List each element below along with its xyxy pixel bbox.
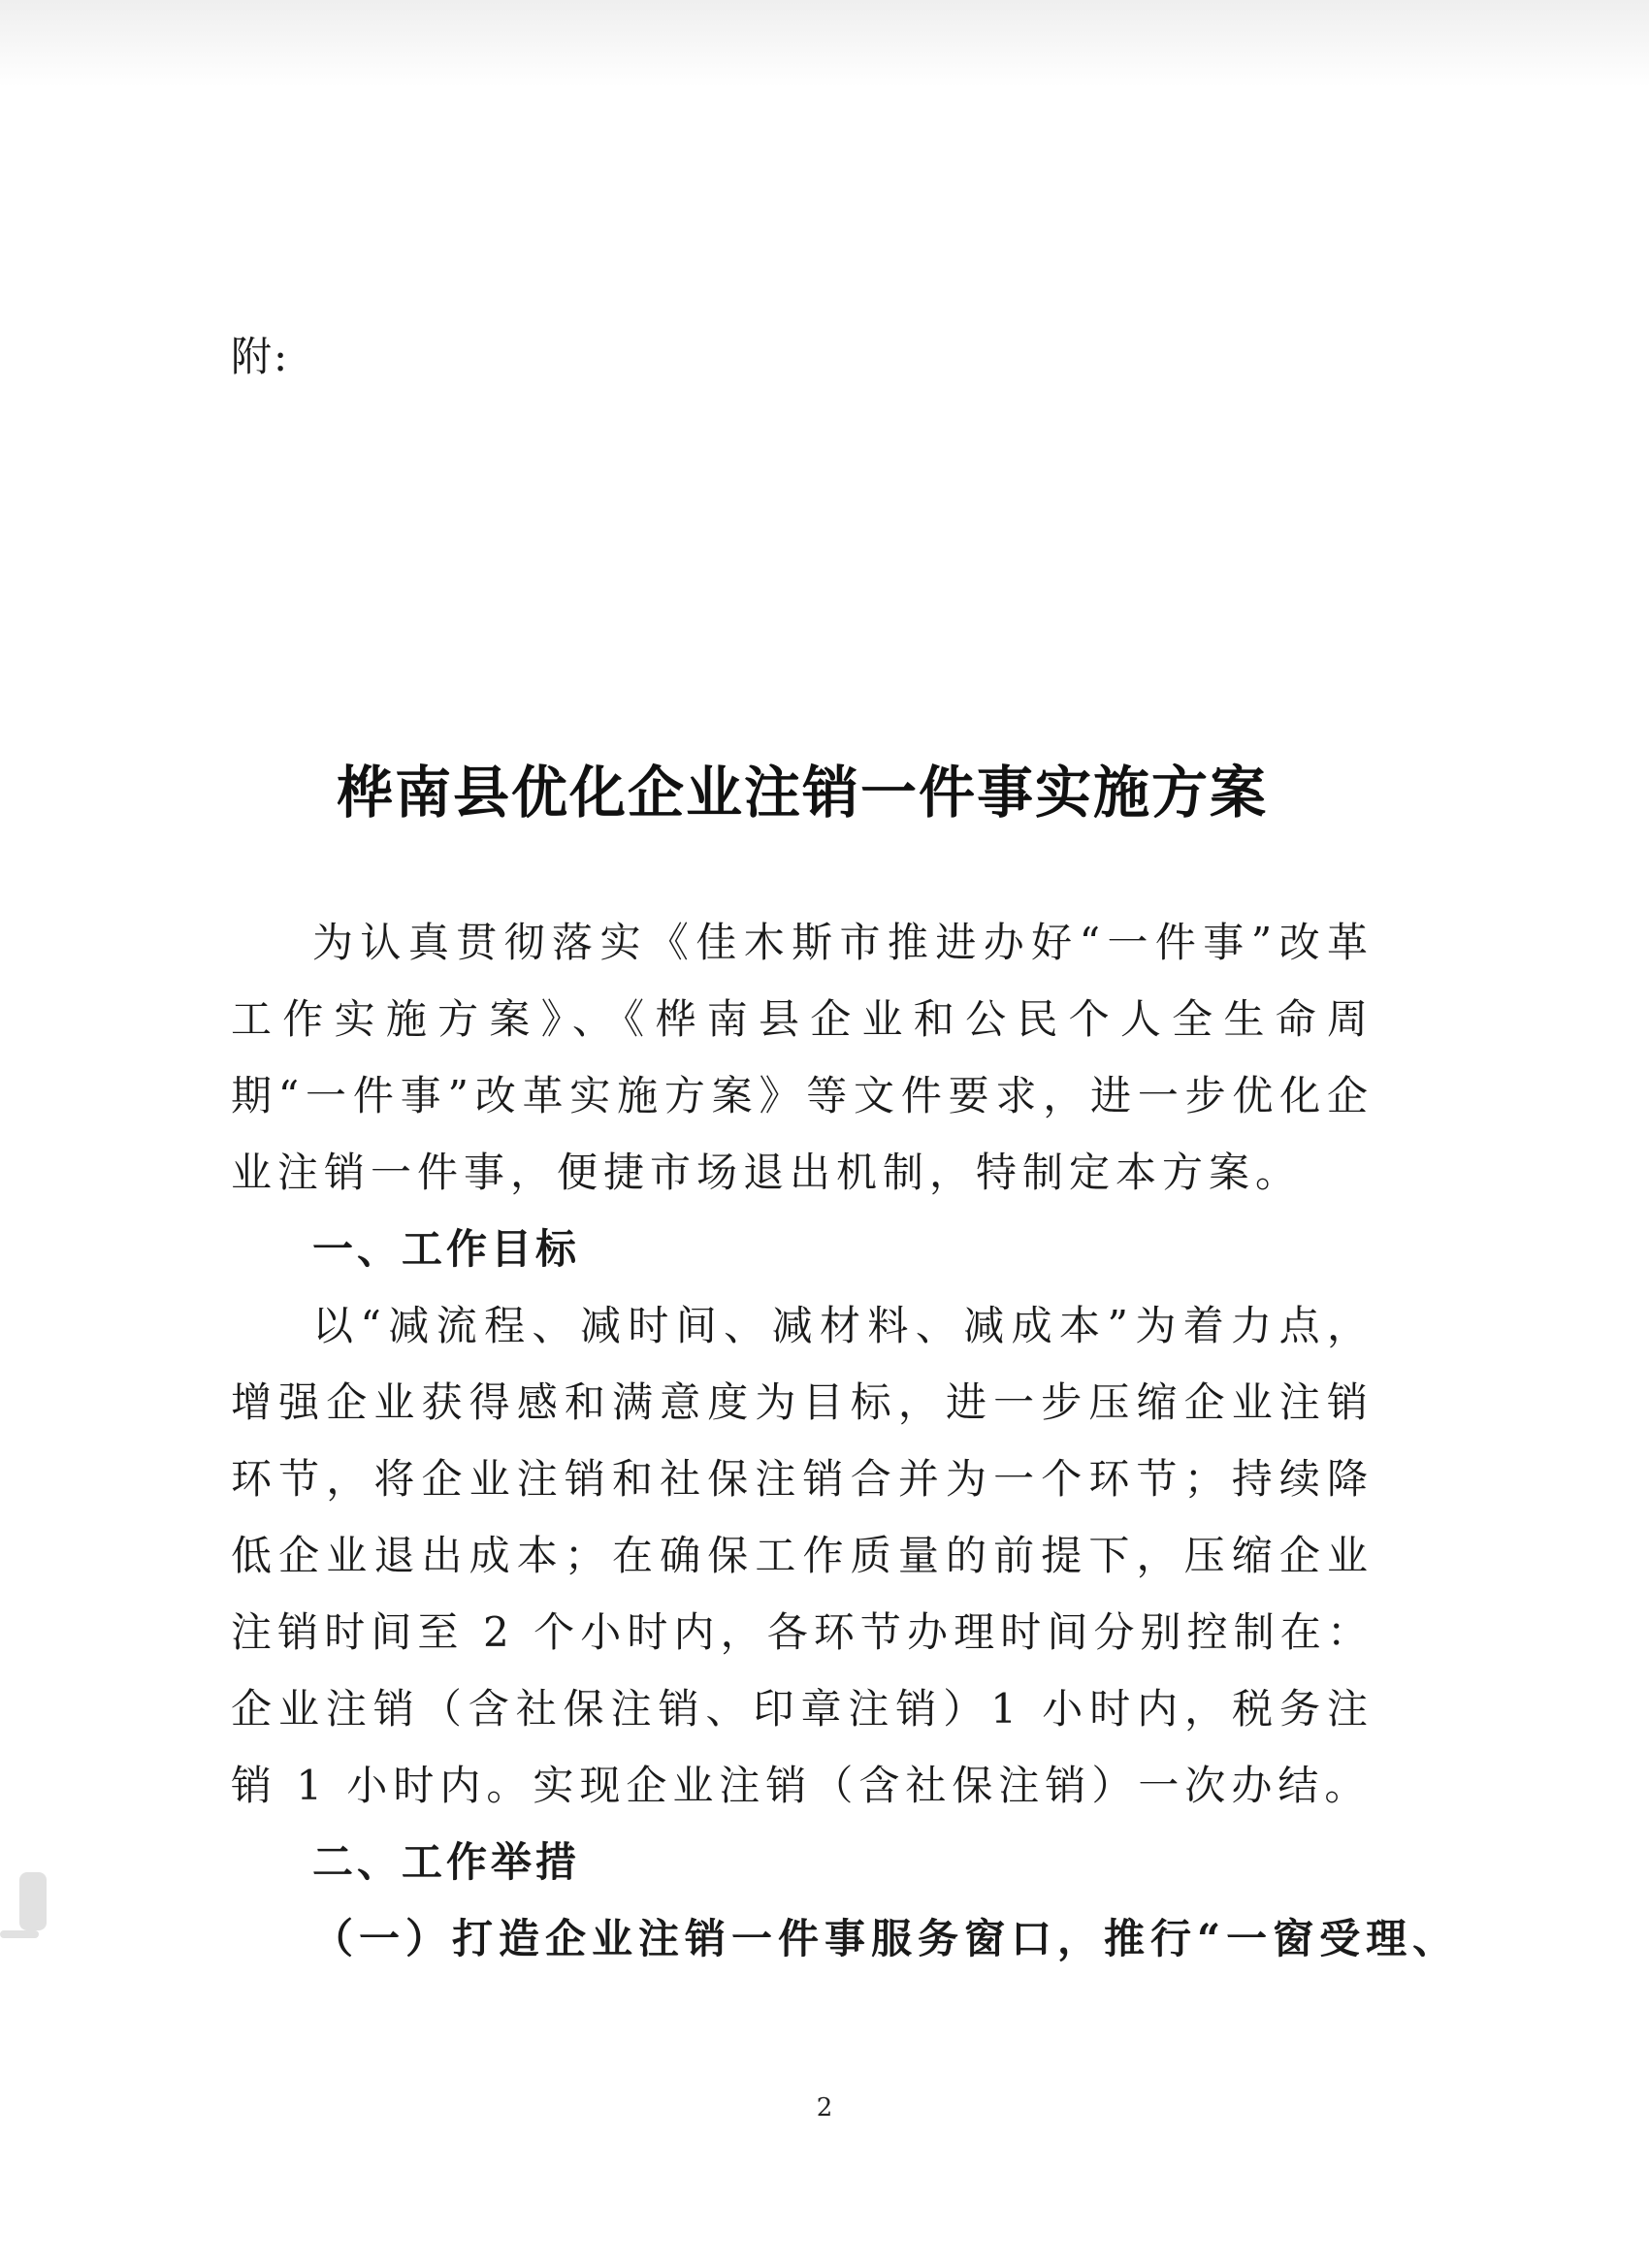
scan-shadow xyxy=(0,0,1649,87)
page-number: 2 xyxy=(816,2093,833,2122)
section-heading-goals: 一、工作目标 xyxy=(312,1225,581,1273)
scan-smudge xyxy=(19,1872,47,1930)
section-heading-measures: 二、工作举措 xyxy=(312,1838,581,1886)
document-body xyxy=(231,904,1460,1977)
attachment-label: 附: xyxy=(231,333,290,380)
goals-paragraph: 以“减流程、减时间、减材料、减成本”为着力点，增强企业获得感和满意度为目标，进一步压缩企业注销环节，将企业注销和社保注销合并为一个环节；持续降低企业退出成本；在确保工作质量的前提下，压缩企业注销时间至 2 个小时内，各环节办理时间分别控制在：企业注销（含社保注销、印章注销）1 小时内，税务注销 1 小时内。实现企业注销（含社保注销）一次办结。 xyxy=(231,1302,1374,1809)
document-title: 桦南县优化企业注销一件事实施方案 xyxy=(336,760,1268,826)
intro-paragraph: 为认真贯彻落实《佳木斯市推进办好“一件事”改革工作实施方案》、《桦南县企业和公民个人全生命周期“一件事”改革实施方案》等文件要求，进一步优化企业注销一件事，便捷市场退出机制，特制定本方案。 xyxy=(231,919,1374,1196)
measures-subheading: （一）打造企业注销一件事服务窗口，推行“一窗受理、 xyxy=(312,1915,1460,1962)
scan-smudge xyxy=(0,1930,39,1938)
